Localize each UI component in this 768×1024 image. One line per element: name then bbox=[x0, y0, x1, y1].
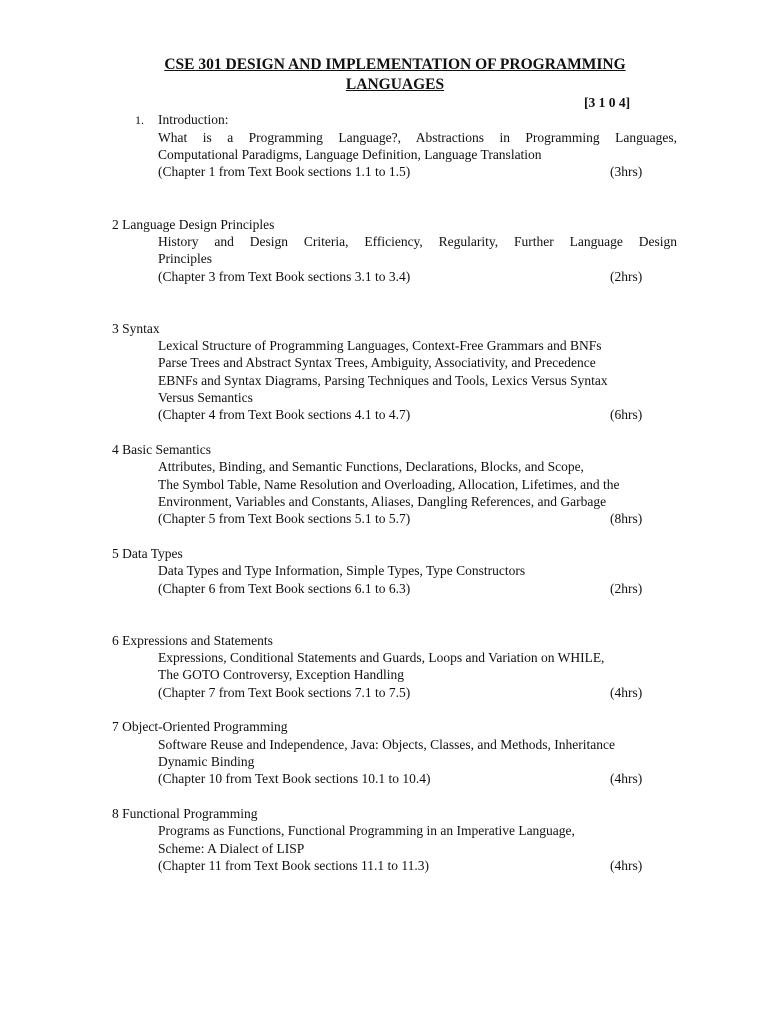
unit-8-topic-line: Scheme: A Dialect of LISP bbox=[158, 841, 305, 856]
unit-2-topic-line: History and Design Criteria, Efficiency, Regularity, Further Language Design bbox=[158, 234, 677, 249]
unit-3-topic-line: Parse Trees and Abstract Syntax Trees, Ambiguity, Associativity, and Precedence bbox=[158, 355, 596, 370]
credits-badge: [3 1 0 4] bbox=[584, 95, 631, 110]
unit-3-reference: (Chapter 4 from Text Book sections 4.1 to 4.7) bbox=[158, 407, 411, 422]
unit-8-heading: 8 Functional Programming bbox=[112, 806, 258, 821]
unit-4-reference: (Chapter 5 from Text Book sections 5.1 to 5.7) bbox=[158, 511, 411, 526]
unit-1-heading: Introduction: bbox=[158, 112, 229, 127]
unit-2-topic-line: Principles bbox=[158, 251, 212, 266]
unit-8-reference: (Chapter 11 from Text Book sections 11.1 to 11.3) bbox=[158, 858, 430, 873]
unit-7-reference: (Chapter 10 from Text Book sections 10.1 to 10.4) bbox=[158, 771, 431, 786]
unit-3-topic-line: Versus Semantics bbox=[158, 390, 253, 405]
unit-7-topic-line: Software Reuse and Independence, Java: Objects, Classes, and Methods, Inheritance bbox=[158, 737, 615, 752]
unit-7-topic-line: Dynamic Binding bbox=[158, 754, 255, 769]
unit-2-heading: 2 Language Design Principles bbox=[112, 217, 275, 232]
unit-6-reference: (Chapter 7 from Text Book sections 7.1 to 7.5) bbox=[158, 685, 411, 700]
unit-6-heading: 6 Expressions and Statements bbox=[112, 633, 273, 648]
unit-2-reference: (Chapter 3 from Text Book sections 3.1 to 3.4) bbox=[158, 269, 411, 284]
unit-5-heading: 5 Data Types bbox=[112, 546, 183, 561]
course-title-line-2: LANGUAGES bbox=[345, 76, 445, 93]
unit-1-reference: (Chapter 1 from Text Book sections 1.1 to 1.5) bbox=[158, 164, 411, 179]
unit-4-topic-line: The Symbol Table, Name Resolution and Overloading, Allocation, Lifetimes, and the bbox=[158, 477, 620, 492]
unit-7-heading: 7 Object-Oriented Programming bbox=[112, 719, 288, 734]
unit-6-hours: (4hrs) bbox=[610, 685, 643, 700]
unit-4-heading: 4 Basic Semantics bbox=[112, 442, 211, 457]
unit-5-hours: (2hrs) bbox=[610, 581, 643, 596]
unit-4-topic-line: Attributes, Binding, and Semantic Functions, Declarations, Blocks, and Scope, bbox=[158, 459, 584, 474]
unit-1-topic-line: What is a Programming Language?, Abstractions in Programming Languages, bbox=[158, 130, 677, 145]
unit-8-topic-line: Programs as Functions, Functional Programming in an Imperative Language, bbox=[158, 823, 575, 838]
unit-5-topic-line: Data Types and Type Information, Simple Types, Type Constructors bbox=[158, 563, 526, 578]
course-title-line-1: CSE 301 DESIGN AND IMPLEMENTATION OF PROGRAMMING bbox=[164, 56, 626, 73]
unit-3-topic-line: Lexical Structure of Programming Languages, Context-Free Grammars and BNFs bbox=[158, 338, 602, 353]
unit-3-hours: (6hrs) bbox=[610, 407, 643, 422]
unit-1-topic-line: Computational Paradigms, Language Definition, Language Translation bbox=[158, 147, 542, 162]
unit-4-topic-line: Environment, Variables and Constants, Aliases, Dangling References, and Garbage bbox=[158, 494, 607, 509]
unit-4-hours: (8hrs) bbox=[610, 511, 643, 526]
unit-1-number: 1. bbox=[135, 113, 144, 127]
unit-6-topic-line: Expressions, Conditional Statements and Guards, Loops and Variation on WHILE, bbox=[158, 650, 605, 665]
unit-8-hours: (4hrs) bbox=[610, 858, 643, 873]
unit-3-topic-line: EBNFs and Syntax Diagrams, Parsing Techniques and Tools, Lexics Versus Syntax bbox=[158, 373, 608, 388]
unit-5-reference: (Chapter 6 from Text Book sections 6.1 to 6.3) bbox=[158, 581, 411, 596]
unit-7-hours: (4hrs) bbox=[610, 771, 643, 786]
unit-1-hours: (3hrs) bbox=[610, 164, 643, 179]
unit-6-topic-line: The GOTO Controversy, Exception Handling bbox=[158, 667, 404, 682]
unit-3-heading: 3 Syntax bbox=[112, 321, 160, 336]
unit-2-hours: (2hrs) bbox=[610, 269, 643, 284]
